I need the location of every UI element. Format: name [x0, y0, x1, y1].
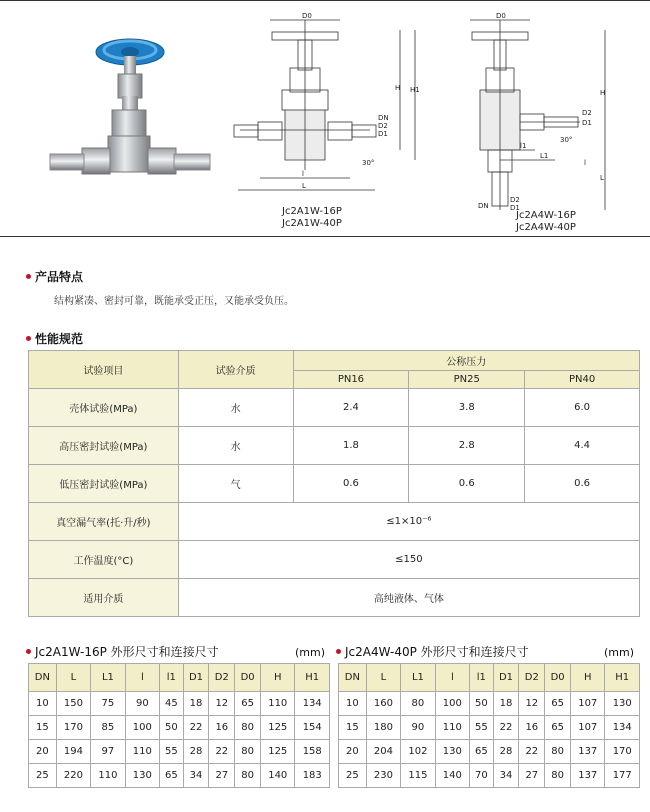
table-row: [29, 351, 640, 371]
dim-right-title: Jc2A4W-40P 外形尺寸和连接尺寸: [336, 643, 529, 660]
col-header: l1: [470, 664, 494, 692]
col-header-pressure: 公称压力: [293, 351, 639, 371]
table-cell: 25: [339, 764, 367, 788]
col-header: l: [125, 664, 159, 692]
r-dim-l1: l1: [520, 142, 527, 150]
col-header: l: [435, 664, 469, 692]
dim-right-unit: (mm): [604, 646, 635, 659]
dim-h1: H1: [410, 86, 420, 94]
table-cell: 15: [339, 716, 367, 740]
table-cell: 107: [571, 716, 605, 740]
table-cell: 22: [519, 740, 545, 764]
table-cell: 22: [493, 716, 519, 740]
left-model-labels: Jc2A1W-16P Jc2A1W-40P: [282, 206, 342, 229]
col-header: H: [261, 664, 295, 692]
table-cell: 134: [605, 716, 640, 740]
table-cell: 80: [545, 740, 571, 764]
table-header-row: [339, 664, 640, 692]
table-cell: 55: [160, 740, 184, 764]
table-cell: 16: [209, 716, 235, 740]
table-row: 适用介质 高纯液体、气体: [29, 579, 640, 617]
table-row: [29, 692, 330, 716]
features-text: 结构紧凑、密封可靠，既能承受正压，又能承受负压。: [54, 296, 294, 307]
table-header-row: [29, 664, 330, 692]
dim-right-table: [338, 663, 640, 788]
r-dim-d2: D2: [582, 109, 592, 117]
table-cell: 100: [125, 716, 159, 740]
table-cell: 80: [235, 716, 261, 740]
dim-left-table: [28, 663, 330, 788]
table-cell: 170: [56, 716, 90, 740]
r-dim-L1: L1: [540, 152, 549, 160]
top-rule: [0, 236, 650, 237]
performance-table: [28, 350, 640, 617]
table-cell: 110: [91, 764, 125, 788]
table-cell: 110: [125, 740, 159, 764]
col-header: DN: [339, 664, 367, 692]
table-cell: 80: [235, 764, 261, 788]
table-row: [339, 764, 640, 788]
bullet-icon: [26, 274, 31, 279]
table-cell: 55: [470, 716, 494, 740]
col-header: l1: [160, 664, 184, 692]
bullet-icon: [26, 336, 31, 341]
table-cell: 10: [339, 692, 367, 716]
col-header: D0: [235, 664, 261, 692]
table-cell: 28: [183, 740, 209, 764]
table-row: 真空漏气率(托·升/秒) ≤1×10⁻⁶: [29, 503, 640, 541]
col-header: H: [571, 664, 605, 692]
table-cell: 45: [160, 692, 184, 716]
col-header: DN: [29, 664, 57, 692]
table-cell: 194: [56, 740, 90, 764]
table-cell: 65: [470, 740, 494, 764]
table-cell: 204: [366, 740, 400, 764]
table-cell: 177: [605, 764, 640, 788]
table-cell: 137: [571, 740, 605, 764]
table-row: [29, 740, 330, 764]
table-row: [339, 692, 640, 716]
table-cell: 85: [91, 716, 125, 740]
table-cell: 50: [470, 692, 494, 716]
table-cell: 180: [366, 716, 400, 740]
table-cell: 80: [235, 740, 261, 764]
col-header: D2: [519, 664, 545, 692]
table-cell: 27: [209, 764, 235, 788]
r-dim-d2b: D2: [510, 196, 520, 204]
col-header: D2: [209, 664, 235, 692]
table-cell: 34: [493, 764, 519, 788]
table-cell: 12: [519, 692, 545, 716]
table-cell: 140: [261, 764, 295, 788]
col-header-medium: 试验介质: [178, 351, 293, 389]
table-row: [339, 716, 640, 740]
table-cell: 220: [56, 764, 90, 788]
table-cell: 97: [91, 740, 125, 764]
grade-pn40: PN40: [525, 371, 640, 389]
r-dim-d0: D0: [496, 12, 506, 20]
dim-d0: D0: [302, 12, 312, 20]
table-row: [29, 764, 330, 788]
r-dim-L: L: [600, 174, 604, 182]
table-cell: 22: [183, 716, 209, 740]
r-dim-d1b: D1: [510, 204, 520, 212]
col-header: L1: [401, 664, 435, 692]
table-cell: 34: [183, 764, 209, 788]
table-cell: 158: [295, 740, 330, 764]
table-cell: 100: [435, 692, 469, 716]
table-cell: 125: [261, 740, 295, 764]
table-cell: 65: [235, 692, 261, 716]
dim-left-title: Jc2A1W-16P 外形尺寸和连接尺寸: [26, 643, 219, 660]
table-cell: 90: [125, 692, 159, 716]
bullet-icon: [26, 649, 31, 654]
table-cell: 130: [435, 740, 469, 764]
table-cell: 130: [125, 764, 159, 788]
dim-left-unit: (mm): [295, 646, 326, 659]
table-cell: 130: [605, 692, 640, 716]
dim-h: H: [395, 84, 401, 92]
col-header: D0: [545, 664, 571, 692]
dim-l-total: L: [302, 182, 306, 190]
dim-l: l: [302, 170, 304, 178]
table-cell: 160: [366, 692, 400, 716]
r-dim-h: H: [600, 89, 606, 97]
table-row: 低压密封试验(MPa) 气 0.6 0.6 0.6: [29, 465, 640, 503]
r-dim-angle: 30°: [560, 136, 573, 144]
table-cell: 183: [295, 764, 330, 788]
col-header: H1: [605, 664, 640, 692]
table-cell: 18: [493, 692, 519, 716]
table-cell: 50: [160, 716, 184, 740]
table-row: 高压密封试验(MPa) 水 1.8 2.8 4.4: [29, 427, 640, 465]
drawing-jc2a1w: [230, 10, 430, 210]
table-cell: 115: [401, 764, 435, 788]
table-cell: 90: [401, 716, 435, 740]
table-cell: 12: [209, 692, 235, 716]
right-model-labels: Jc2A4W-16P Jc2A4W-40P: [516, 210, 576, 233]
col-header: D1: [183, 664, 209, 692]
table-cell: 20: [29, 740, 57, 764]
table-cell: 25: [29, 764, 57, 788]
dim-d2: D2: [378, 122, 388, 130]
dim-dn: DN: [378, 114, 389, 122]
dim-angle: 30°: [362, 159, 375, 167]
table-cell: 65: [545, 716, 571, 740]
table-cell: 65: [160, 764, 184, 788]
table-cell: 230: [366, 764, 400, 788]
table-cell: 125: [261, 716, 295, 740]
table-row: [29, 716, 330, 740]
grade-pn25: PN25: [409, 371, 525, 389]
table-cell: 15: [29, 716, 57, 740]
dim-d1: D1: [378, 130, 388, 138]
col-header: L: [366, 664, 400, 692]
table-row: 壳体试验(MPa) 水 2.4 3.8 6.0: [29, 389, 640, 427]
col-header: L: [56, 664, 90, 692]
table-row: [339, 740, 640, 764]
features-title: 产品特点: [26, 268, 83, 285]
col-header-item: 试验项目: [29, 351, 179, 389]
r-dim-dn: DN: [478, 202, 489, 210]
table-cell: 150: [56, 692, 90, 716]
performance-title: 性能规范: [26, 330, 83, 347]
table-cell: 28: [493, 740, 519, 764]
grade-pn16: PN16: [293, 371, 409, 389]
table-cell: 140: [435, 764, 469, 788]
table-cell: 20: [339, 740, 367, 764]
table-cell: 137: [571, 764, 605, 788]
valve-photo: [38, 30, 213, 200]
table-cell: 75: [91, 692, 125, 716]
table-cell: 170: [605, 740, 640, 764]
table-cell: 22: [209, 740, 235, 764]
table-cell: 107: [571, 692, 605, 716]
table-cell: 80: [545, 764, 571, 788]
top-rule: [0, 0, 650, 1]
table-cell: 18: [183, 692, 209, 716]
col-header: L1: [91, 664, 125, 692]
table-cell: 110: [261, 692, 295, 716]
table-cell: 16: [519, 716, 545, 740]
table-cell: 70: [470, 764, 494, 788]
table-cell: 110: [435, 716, 469, 740]
table-cell: 102: [401, 740, 435, 764]
table-cell: 10: [29, 692, 57, 716]
r-dim-l: l: [584, 159, 586, 167]
bullet-icon: [336, 649, 341, 654]
table-row: 工作温度(°C) ≤150: [29, 541, 640, 579]
col-header: H1: [295, 664, 330, 692]
table-cell: 80: [401, 692, 435, 716]
table-cell: 27: [519, 764, 545, 788]
table-cell: 134: [295, 692, 330, 716]
table-cell: 65: [545, 692, 571, 716]
table-cell: 154: [295, 716, 330, 740]
r-dim-d1: D1: [582, 119, 592, 127]
col-header: D1: [493, 664, 519, 692]
drawing-jc2a4w: [460, 10, 620, 215]
